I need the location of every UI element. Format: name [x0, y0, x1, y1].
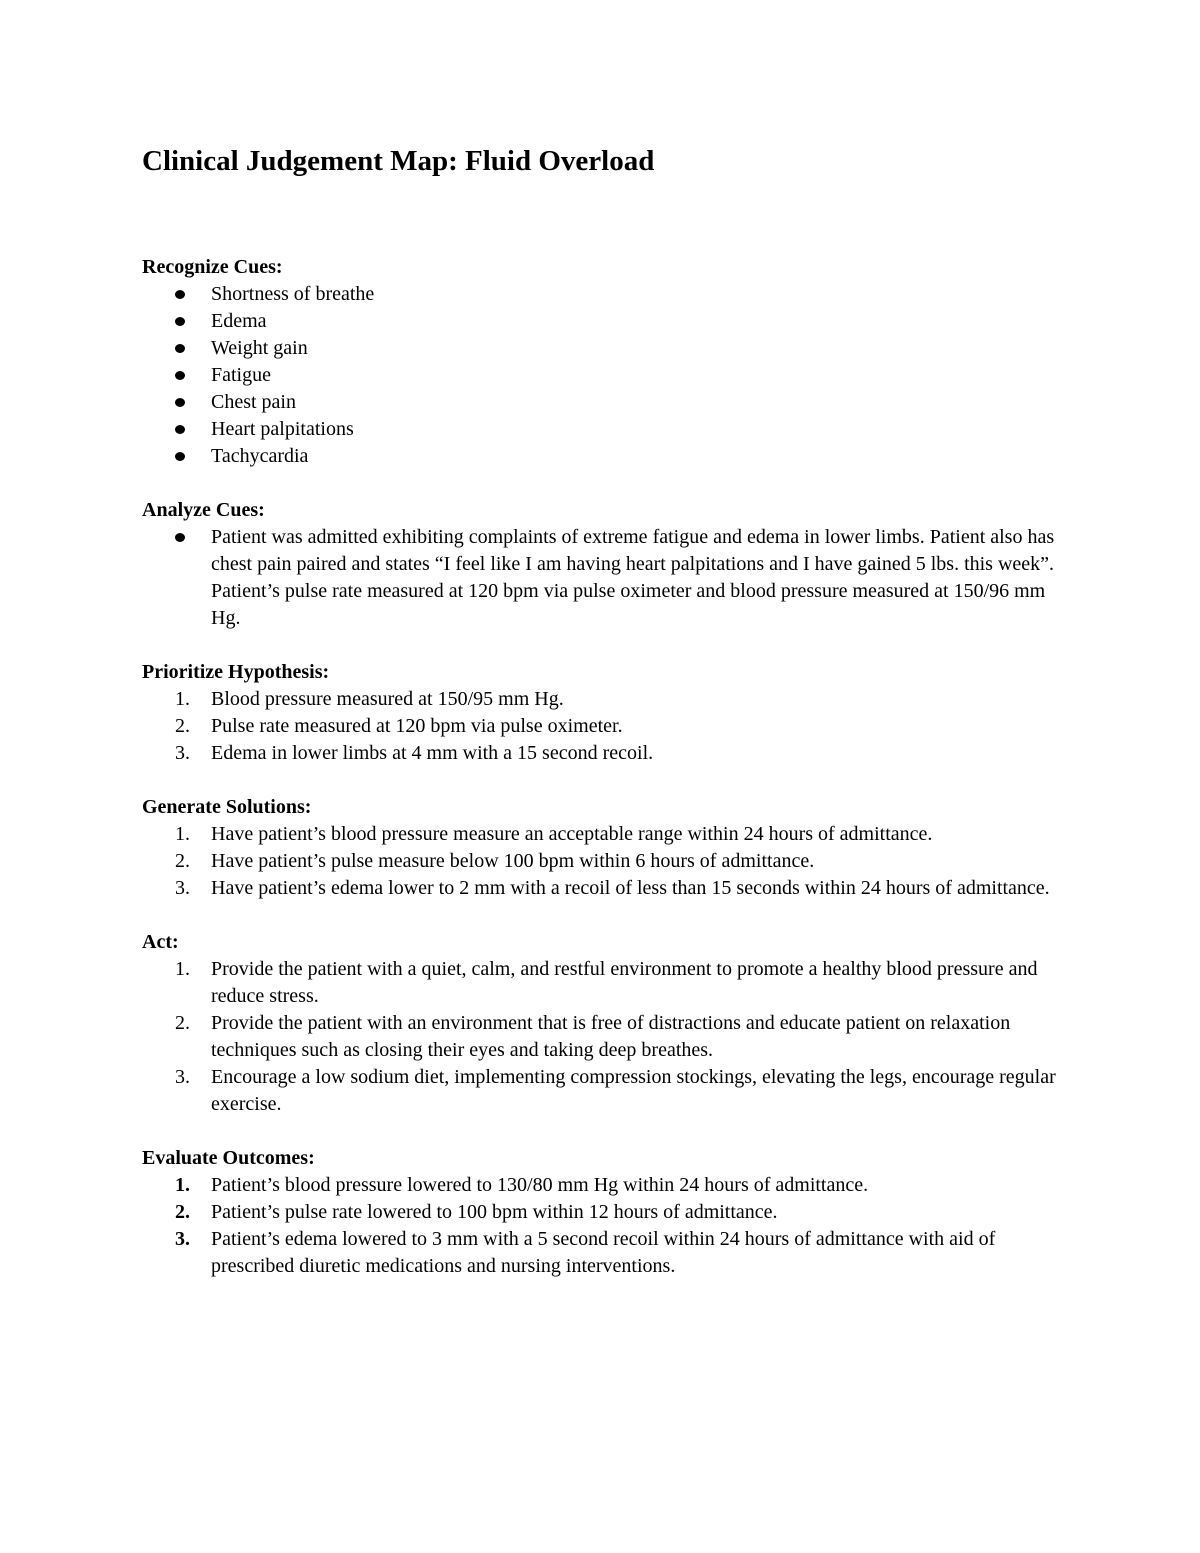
- list-item: [142, 281, 1072, 308]
- list-item-text: Pulse rate measured at 120 bpm via pulse oximeter.: [211, 715, 623, 737]
- list-item-text: Tachycardia: [211, 445, 309, 467]
- list-item-text: Provide the patient with an environment that is free of distractions and educate patient on relaxation techniques such as closing their eyes and taking deep breathes.: [211, 1012, 1011, 1061]
- bullet-icon: [175, 533, 185, 542]
- list-number: 3.: [175, 742, 190, 764]
- section-spacer: [142, 632, 1072, 659]
- bullet-icon: [175, 317, 185, 326]
- list-item: [142, 362, 1072, 389]
- bullet-list: [142, 524, 1072, 632]
- section-evaluate-outcomes: [142, 1145, 1072, 1280]
- list-item-text: Weight gain: [211, 337, 308, 359]
- section-heading: Act:: [142, 931, 179, 953]
- section-generate-solutions: [142, 794, 1072, 902]
- section-spacer: [142, 1118, 1072, 1145]
- list-item: [142, 956, 1072, 1010]
- title-spacer: [142, 181, 1072, 254]
- list-item: [142, 848, 1072, 875]
- section-spacer: [142, 902, 1072, 929]
- section-act: [142, 929, 1072, 1118]
- bullet-icon: [175, 425, 185, 434]
- numbered-list: [142, 956, 1072, 1118]
- list-number: 2.: [175, 850, 190, 872]
- bullet-icon: [175, 371, 185, 380]
- section-heading: Analyze Cues:: [142, 499, 265, 521]
- list-item-text: Encourage a low sodium diet, implementing compression stockings, elevating the legs, encourage regular exercise.: [211, 1066, 1056, 1115]
- list-item-text: Shortness of breathe: [211, 283, 375, 305]
- section-spacer: [142, 767, 1072, 794]
- list-item: [142, 416, 1072, 443]
- list-number: 2.: [175, 1012, 190, 1034]
- list-item-text: Have patient’s blood pressure measure an acceptable range within 24 hours of admittance.: [211, 823, 933, 845]
- list-item: [142, 875, 1072, 902]
- section-heading: Generate Solutions:: [142, 796, 312, 818]
- list-item: [142, 443, 1072, 470]
- bullet-icon: [175, 398, 185, 407]
- list-number: 3.: [175, 877, 190, 899]
- section-spacer: [142, 470, 1072, 497]
- list-number: 1.: [175, 688, 190, 710]
- list-item-text: Patient’s pulse rate lowered to 100 bpm within 12 hours of admittance.: [211, 1201, 778, 1223]
- list-item-text: Have patient’s pulse measure below 100 bpm within 6 hours of admittance.: [211, 850, 815, 872]
- numbered-list: [142, 686, 1072, 767]
- list-number: 2.: [175, 1201, 190, 1223]
- list-item: [142, 335, 1072, 362]
- list-item: [142, 1226, 1072, 1280]
- list-item-text: Edema in lower limbs at 4 mm with a 15 second recoil.: [211, 742, 654, 764]
- section-prioritize-hypothesis: [142, 659, 1072, 767]
- document-title: Clinical Judgement Map: Fluid Overload: [142, 145, 655, 177]
- list-number: 3.: [175, 1228, 190, 1250]
- list-item-text: Edema: [211, 310, 267, 332]
- list-item-text: Patient’s edema lowered to 3 mm with a 5 second recoil within 24 hours of admittance with aid of prescribed diuretic medications and nursing interventions.: [211, 1228, 996, 1277]
- list-item: [142, 713, 1072, 740]
- list-number: 1.: [175, 1174, 190, 1196]
- list-item: [142, 524, 1072, 632]
- list-item: [142, 1172, 1072, 1199]
- bullet-list: [142, 281, 1072, 470]
- list-item: [142, 1010, 1072, 1064]
- list-item-text: Blood pressure measured at 150/95 mm Hg.: [211, 688, 564, 710]
- numbered-list: [142, 821, 1072, 902]
- section-recognize-cues: [142, 254, 1072, 470]
- section-analyze-cues: [142, 497, 1072, 632]
- numbered-list: [142, 1172, 1072, 1280]
- list-item-text: Patient’s blood pressure lowered to 130/80 mm Hg within 24 hours of admittance.: [211, 1174, 869, 1196]
- list-item-text: Heart palpitations: [211, 418, 354, 440]
- list-item: [142, 1199, 1072, 1226]
- list-number: 1.: [175, 823, 190, 845]
- list-item-text: Fatigue: [211, 364, 271, 386]
- document-body: [142, 141, 1072, 1280]
- section-heading: Evaluate Outcomes:: [142, 1147, 315, 1169]
- list-item-text: Have patient’s edema lower to 2 mm with a recoil of less than 15 seconds within 24 hours of admittance.: [211, 877, 1050, 899]
- list-item: [142, 740, 1072, 767]
- list-number: 3.: [175, 1066, 190, 1088]
- list-item: [142, 1064, 1072, 1118]
- list-item-text: Chest pain: [211, 391, 296, 413]
- list-item: [142, 308, 1072, 335]
- bullet-icon: [175, 452, 185, 461]
- list-item-text: Provide the patient with a quiet, calm, and restful environment to promote a healthy blood pressure and reduce stress.: [211, 958, 1038, 1007]
- list-item: [142, 686, 1072, 713]
- section-heading: Prioritize Hypothesis:: [142, 661, 330, 683]
- list-number: 1.: [175, 958, 190, 980]
- list-number: 2.: [175, 715, 190, 737]
- section-heading: Recognize Cues:: [142, 256, 283, 278]
- list-item-text: Patient was admitted exhibiting complaints of extreme fatigue and edema in lower limbs. Patient also has chest pain paired and states “I feel like I am having heart palpitations and I have gained 5 lbs. this week”. Patient’s pulse rate measured at 120 bpm via pulse oximeter and blood pressure measured at 150/96 mm Hg.: [211, 526, 1055, 629]
- bullet-icon: [175, 290, 185, 299]
- list-item: [142, 821, 1072, 848]
- list-item: [142, 389, 1072, 416]
- bullet-icon: [175, 344, 185, 353]
